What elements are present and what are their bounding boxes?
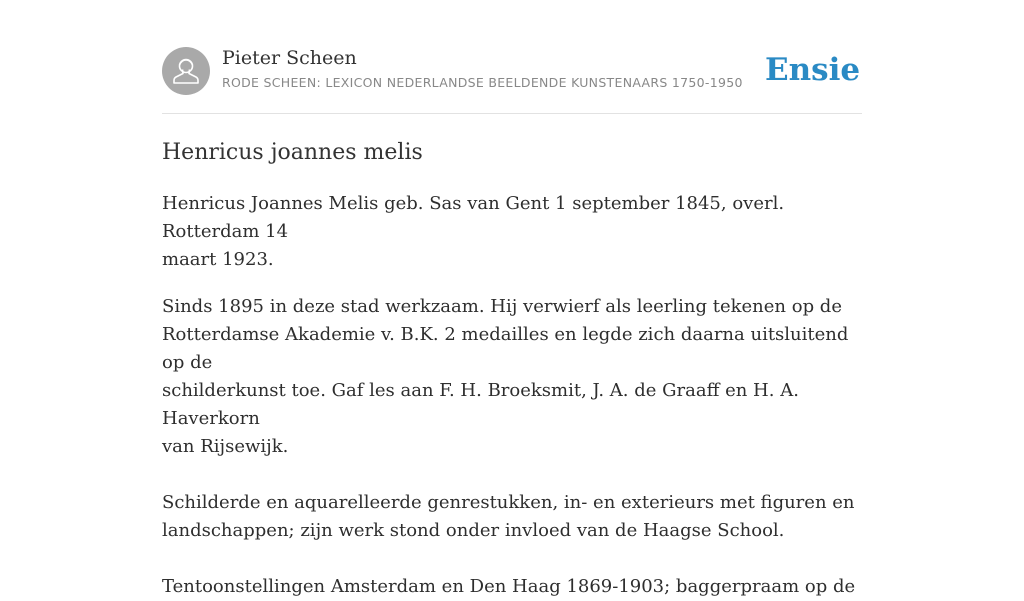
author-name[interactable]: Pieter Scheen: [222, 47, 357, 69]
header-divider: [162, 113, 862, 114]
source-lexicon[interactable]: RODE SCHEEN: LEXICON NEDERLANDSE BEELDENDE KUNSTENAARS 1750-1950: [222, 75, 743, 90]
article-paragraph: Henricus Joannes Melis geb. Sas van Gent 1 september 1845, overl. Rotterdam 14 maart 1923.: [162, 193, 785, 270]
article-body: [162, 190, 862, 601]
ensie-logo[interactable]: Ensie: [765, 52, 861, 88]
user-silhouette-icon: [162, 47, 210, 95]
avatar[interactable]: [162, 47, 210, 95]
article-paragraph: Sinds 1895 in deze stad werkzaam. Hij verwierf als leerling tekenen op de Rotterdamse Akademie v. B.K. 2 medailles en legde zich daarna uitsluitend op de schilderkunst toe. Gaf les aan F. H. Broeksmit, J. A. de Graaff en H. A. Haverkorn van Rijsewijk. Schilderde en aquarelleerde genrestukken, in- en exterieurs met figuren en landschappen; zijn werk stond onder invloed van de Haagse School. Tentoonstellingen Amsterdam en Den Haag 1869-1903; baggerpraam op de: [162, 296, 856, 597]
page-title: Henricus joannes melis: [162, 140, 423, 165]
article-header: [162, 47, 862, 95]
